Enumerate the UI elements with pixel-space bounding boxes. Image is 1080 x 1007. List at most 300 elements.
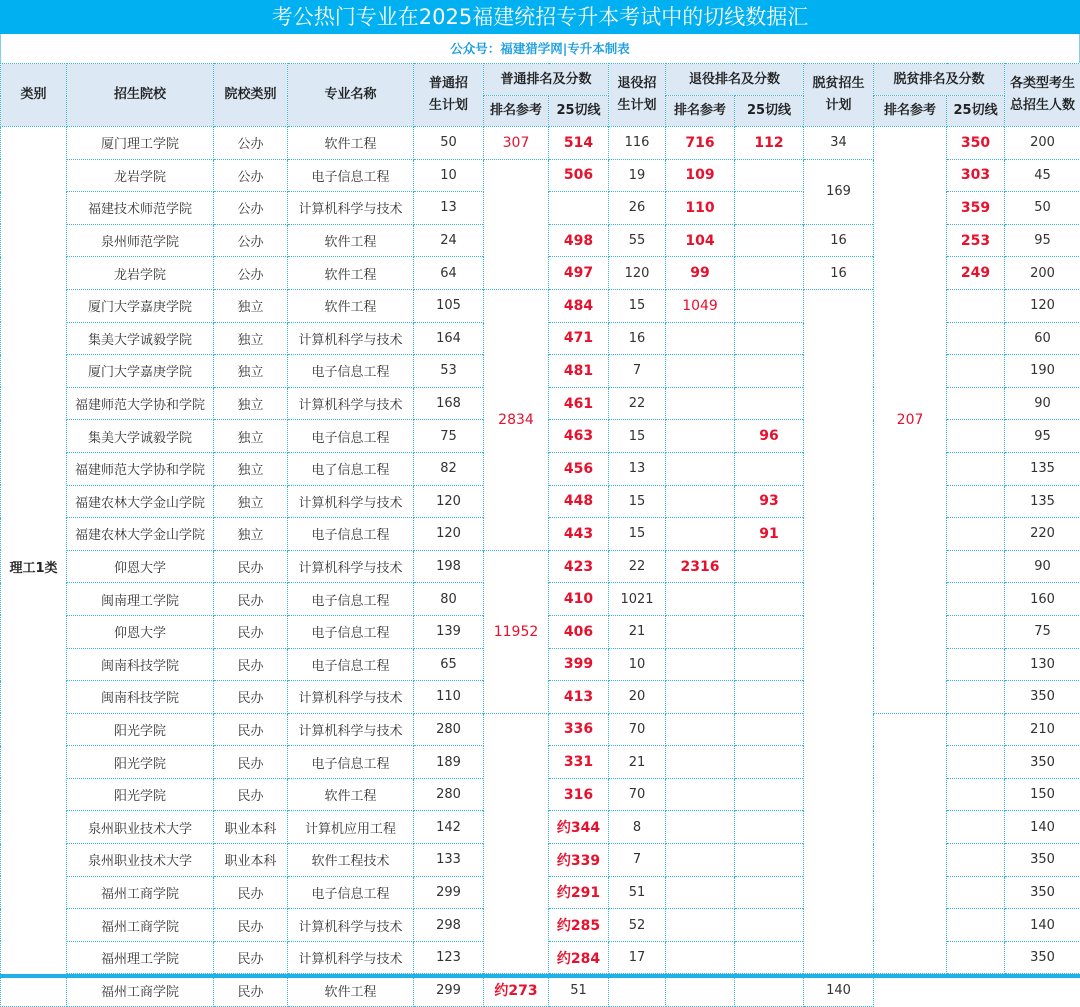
normal-cutoff-cell: 413: [549, 681, 609, 714]
retired-rank-cell: [666, 452, 735, 485]
school-type-cell: 独立: [214, 485, 288, 518]
school-type-cell: 职业本科: [214, 844, 288, 877]
normal-cutoff-cell: 456: [549, 452, 609, 485]
major-cell: 计算机科学与技术: [288, 322, 414, 355]
poverty-cutoff-cell: [947, 713, 1005, 746]
plan-cell: 120: [414, 518, 484, 551]
school-cell: 泉州职业技术大学: [67, 811, 214, 844]
total-cell: 350: [1005, 876, 1080, 909]
school-type-cell: 公办: [214, 224, 288, 257]
retired-plan-cell: 19: [609, 159, 666, 192]
major-cell: 电子信息工程: [288, 615, 414, 648]
poverty-cutoff-cell: [947, 844, 1005, 877]
school-type-cell: 独立: [214, 355, 288, 388]
school-cell: 福建农林大学金山学院: [67, 485, 214, 518]
header-retired-plan: 退役招生计划: [609, 64, 666, 127]
retired-rank-cell: [666, 615, 735, 648]
school-type-cell: 独立: [214, 322, 288, 355]
retired-plan-cell: 15: [609, 289, 666, 322]
poverty-cutoff-cell: [947, 289, 1005, 322]
school-cell: 闽南科技学院: [67, 648, 214, 681]
normal-cutoff-cell: 331: [549, 746, 609, 779]
major-cell: 电子信息工程: [288, 648, 414, 681]
school-cell: 闽南理工学院: [67, 583, 214, 616]
retired-rank-cell: [666, 876, 735, 909]
normal-cutoff-cell: 484: [549, 289, 609, 322]
plan-cell: 120: [414, 485, 484, 518]
plan-cell: 82: [414, 452, 484, 485]
poverty-cutoff-cell: [947, 355, 1005, 388]
retired-rank-cell: 110: [666, 192, 735, 225]
retired-plan-cell: 16: [609, 322, 666, 355]
total-cell: 160: [1005, 583, 1080, 616]
major-cell: 电子信息工程: [288, 583, 414, 616]
cutoff-table: [0, 63, 1080, 1007]
total-cell: 135: [1005, 485, 1080, 518]
retired-rank-cell: [666, 681, 735, 714]
major-cell: 计算机科学与技术: [288, 192, 414, 225]
plan-cell: 299: [414, 876, 484, 909]
retired-cutoff-cell: [735, 192, 804, 225]
major-cell: 计算机科学与技术: [288, 941, 414, 974]
header-poverty-cutoff: 25切线: [947, 96, 1005, 127]
retired-cutoff-cell: [735, 648, 804, 681]
total-cell: 140: [1005, 909, 1080, 942]
header-normal-cutoff: 25切线: [549, 96, 609, 127]
poverty-plan-cell: 169: [804, 159, 874, 224]
table-row: [1, 974, 1080, 1007]
school-type-cell: 公办: [214, 127, 288, 160]
retired-plan-cell: 70: [609, 778, 666, 811]
total-cell: 90: [1005, 387, 1080, 420]
category-cell: 理工1类: [1, 127, 67, 1007]
total-cell: 350: [1005, 844, 1080, 877]
major-cell: 软件工程: [288, 289, 414, 322]
normal-cutoff-cell: 316: [549, 778, 609, 811]
retired-plan-cell: 52: [609, 909, 666, 942]
school-cell: 闽南科技学院: [67, 681, 214, 714]
major-cell: 软件工程: [288, 257, 414, 290]
retired-cutoff-cell: 93: [735, 485, 804, 518]
school-type-cell: 民办: [214, 583, 288, 616]
retired-cutoff-cell: [735, 811, 804, 844]
header-school-type: 院校类别: [214, 64, 288, 127]
retired-plan-cell: 7: [609, 355, 666, 388]
school-type-cell: 独立: [214, 289, 288, 322]
school-cell: 福建农林大学金山学院: [67, 518, 214, 551]
normal-cutoff-cell: 约339: [549, 844, 609, 877]
plan-cell: 168: [414, 387, 484, 420]
total-cell: 140: [1005, 811, 1080, 844]
plan-cell: 105: [414, 289, 484, 322]
retired-rank-cell: [666, 941, 735, 974]
total-cell: 140: [804, 974, 874, 1007]
plan-cell: 53: [414, 355, 484, 388]
retired-cutoff-cell: [735, 844, 804, 877]
retired-rank-cell: [666, 518, 735, 551]
retired-plan-cell: 13: [609, 452, 666, 485]
retired-plan-cell: 22: [609, 550, 666, 583]
retired-plan-cell: 55: [609, 224, 666, 257]
major-cell: 电子信息工程: [288, 518, 414, 551]
retired-cutoff-cell: 91: [735, 518, 804, 551]
school-type-cell: 民办: [214, 876, 288, 909]
retired-plan-cell: 22: [609, 387, 666, 420]
major-cell: 计算机科学与技术: [288, 713, 414, 746]
total-cell: 190: [1005, 355, 1080, 388]
school-cell: 福州理工学院: [67, 941, 214, 974]
total-cell: 130: [1005, 648, 1080, 681]
total-cell: 50: [1005, 192, 1080, 225]
retired-cutoff-cell: [735, 224, 804, 257]
poverty-cutoff-cell: [947, 811, 1005, 844]
retired-plan-cell: 116: [609, 127, 666, 160]
retired-rank-cell: 104: [666, 224, 735, 257]
header-school: 招生院校: [67, 64, 214, 127]
major-cell: 计算机科学与技术: [288, 550, 414, 583]
plan-cell: 75: [414, 420, 484, 453]
poverty-cutoff-cell: [947, 550, 1005, 583]
retired-cutoff-cell: [735, 876, 804, 909]
normal-rank-cell: [484, 159, 549, 289]
retired-plan-cell: 15: [609, 518, 666, 551]
poverty-cutoff-cell: [947, 583, 1005, 616]
retired-rank-cell: [666, 778, 735, 811]
school-cell: 泉州职业技术大学: [67, 844, 214, 877]
total-cell: 60: [1005, 322, 1080, 355]
normal-rank-cell: 2834: [484, 289, 549, 550]
normal-cutoff-cell: 336: [549, 713, 609, 746]
header-category: 类别: [1, 64, 67, 127]
retired-plan-cell: 120: [609, 257, 666, 290]
plan-cell: 189: [414, 746, 484, 779]
plan-cell: 110: [414, 681, 484, 714]
retired-plan-cell: 7: [609, 844, 666, 877]
poverty-plan-cell: [804, 289, 874, 973]
retired-plan-cell: 51: [609, 876, 666, 909]
school-cell: 龙岩学院: [67, 159, 214, 192]
poverty-cutoff-cell: [735, 974, 804, 1007]
total-cell: 90: [1005, 550, 1080, 583]
header-normal-group: 普通排名及分数: [484, 64, 609, 96]
retired-rank-cell: 1049: [666, 289, 735, 322]
normal-rank-cell: 307: [484, 127, 549, 160]
header-plan: 普通招生计划: [414, 64, 484, 127]
poverty-rank-cell: [874, 713, 947, 974]
total-cell: 45: [1005, 159, 1080, 192]
retired-cutoff-cell: [735, 681, 804, 714]
school-cell: 厦门理工学院: [67, 127, 214, 160]
retired-rank-cell: [666, 648, 735, 681]
table-row: [1, 713, 1080, 746]
retired-plan-cell: 10: [609, 648, 666, 681]
school-type-cell: 民办: [214, 974, 288, 1007]
poverty-cutoff-cell: 303: [947, 159, 1005, 192]
retired-cutoff-cell: [735, 159, 804, 192]
school-cell: 福州工商学院: [67, 876, 214, 909]
school-cell: 阳光学院: [67, 778, 214, 811]
school-type-cell: 独立: [214, 518, 288, 551]
normal-rank-cell: 11952: [484, 550, 549, 713]
school-cell: 福建师范大学协和学院: [67, 387, 214, 420]
retired-cutoff-cell: [666, 974, 735, 1007]
school-cell: 福州工商学院: [67, 974, 214, 1007]
retired-cutoff-cell: 96: [735, 420, 804, 453]
plan-cell: 123: [414, 941, 484, 974]
retired-rank-cell: [666, 387, 735, 420]
retired-cutoff-cell: [735, 941, 804, 974]
poverty-plan-cell: 34: [804, 127, 874, 160]
school-cell: 福州工商学院: [67, 909, 214, 942]
normal-cutoff-cell: 约284: [549, 941, 609, 974]
school-type-cell: 民办: [214, 746, 288, 779]
major-cell: 电子信息工程: [288, 746, 414, 779]
school-type-cell: 职业本科: [214, 811, 288, 844]
retired-rank-cell: 716: [666, 127, 735, 160]
total-cell: 210: [1005, 713, 1080, 746]
school-cell: 阳光学院: [67, 713, 214, 746]
major-cell: 电了信息工程: [288, 452, 414, 485]
school-cell: 阳光学院: [67, 746, 214, 779]
major-cell: 软件工程技术: [288, 844, 414, 877]
poverty-cutoff-cell: [947, 322, 1005, 355]
school-type-cell: 公办: [214, 192, 288, 225]
header-normal-rank: 排名参考: [484, 96, 549, 127]
retired-rank-cell: [666, 583, 735, 616]
major-cell: 电子信息工程: [288, 355, 414, 388]
total-cell: 95: [1005, 224, 1080, 257]
plan-cell: 142: [414, 811, 484, 844]
school-cell: 厦门大学嘉庚学院: [67, 355, 214, 388]
header-poverty-plan: 脱贫招生计划: [804, 64, 874, 127]
retired-rank-cell: [666, 713, 735, 746]
normal-cutoff-cell: 423: [549, 550, 609, 583]
retired-rank-cell: 99: [666, 257, 735, 290]
header-poverty-group: 脱贫排名及分数: [874, 64, 1005, 96]
retired-cutoff-cell: [735, 289, 804, 322]
retired-plan-cell: 70: [609, 713, 666, 746]
retired-rank-cell: 2316: [666, 550, 735, 583]
total-cell: 350: [1005, 941, 1080, 974]
total-cell: 150: [1005, 778, 1080, 811]
retired-rank-cell: [666, 355, 735, 388]
retired-rank-cell: [609, 974, 666, 1007]
poverty-cutoff-cell: [947, 387, 1005, 420]
retired-cutoff-cell: [735, 257, 804, 290]
school-type-cell: 民办: [214, 713, 288, 746]
normal-cutoff-cell: 约273: [484, 974, 549, 1007]
normal-cutoff-cell: [549, 192, 609, 225]
total-cell: 120: [1005, 289, 1080, 322]
school-cell: 泉州师范学院: [67, 224, 214, 257]
school-type-cell: 民办: [214, 778, 288, 811]
school-type-cell: 独立: [214, 452, 288, 485]
table-row: [1, 127, 1080, 160]
school-type-cell: 民办: [214, 909, 288, 942]
retired-cutoff-cell: [735, 452, 804, 485]
poverty-cutoff-cell: 350: [947, 127, 1005, 160]
normal-cutoff-cell: 406: [549, 615, 609, 648]
poverty-cutoff-cell: [947, 420, 1005, 453]
poverty-plan-cell: 16: [804, 257, 874, 290]
school-type-cell: 公办: [214, 159, 288, 192]
retired-cutoff-cell: [735, 909, 804, 942]
normal-cutoff-cell: 410: [549, 583, 609, 616]
normal-cutoff-cell: 463: [549, 420, 609, 453]
retired-cutoff-cell: [735, 778, 804, 811]
poverty-cutoff-cell: [947, 681, 1005, 714]
school-type-cell: 民办: [214, 648, 288, 681]
poverty-cutoff-cell: [947, 648, 1005, 681]
total-cell: 350: [1005, 746, 1080, 779]
poverty-plan-cell: 16: [804, 224, 874, 257]
plan-cell: 80: [414, 583, 484, 616]
page-title: 考公热门专业在2025福建统招专升本考试中的切线数据汇: [0, 0, 1080, 34]
school-cell: 龙岩学院: [67, 257, 214, 290]
bottom-bar: [0, 974, 1080, 978]
school-cell: 福建技术师范学院: [67, 192, 214, 225]
retired-rank-cell: [666, 322, 735, 355]
retired-plan-cell: 20: [609, 681, 666, 714]
total-cell: 200: [1005, 127, 1080, 160]
total-cell: 135: [1005, 452, 1080, 485]
plan-cell: 64: [414, 257, 484, 290]
normal-cutoff-cell: 461: [549, 387, 609, 420]
plan-cell: 65: [414, 648, 484, 681]
poverty-cutoff-cell: [947, 876, 1005, 909]
school-cell: 仰恩大学: [67, 550, 214, 583]
header-retired-rank: 排名参考: [666, 96, 735, 127]
retired-cutoff-cell: [735, 746, 804, 779]
retired-plan-cell: 17: [609, 941, 666, 974]
school-cell: 集美大学诚毅学院: [67, 322, 214, 355]
retired-cutoff-cell: [735, 615, 804, 648]
retired-rank-cell: [666, 811, 735, 844]
poverty-cutoff-cell: 253: [947, 224, 1005, 257]
school-cell: 集美大学诚毅学院: [67, 420, 214, 453]
normal-cutoff-cell: 约285: [549, 909, 609, 942]
poverty-cutoff-cell: [947, 941, 1005, 974]
retired-cutoff-cell: [735, 355, 804, 388]
poverty-cutoff-cell: [947, 909, 1005, 942]
plan-cell: 198: [414, 550, 484, 583]
retired-plan-cell: 15: [609, 485, 666, 518]
poverty-cutoff-cell: 359: [947, 192, 1005, 225]
retired-rank-cell: [666, 485, 735, 518]
poverty-cutoff-cell: [947, 518, 1005, 551]
subtitle: 公众号：福建猎学网|专升本制表: [0, 34, 1080, 63]
poverty-cutoff-cell: [947, 615, 1005, 648]
plan-cell: 299: [414, 974, 484, 1007]
normal-rank-cell: [484, 713, 549, 974]
plan-cell: 50: [414, 127, 484, 160]
retired-rank-cell: [666, 844, 735, 877]
header-retired-group: 退役排名及分数: [666, 64, 804, 96]
normal-cutoff-cell: 481: [549, 355, 609, 388]
retired-cutoff-cell: [735, 550, 804, 583]
normal-cutoff-cell: 497: [549, 257, 609, 290]
plan-cell: 10: [414, 159, 484, 192]
header-poverty-rank: 排名参考: [874, 96, 947, 127]
poverty-rank-cell: 207: [874, 127, 947, 714]
normal-cutoff-cell: 443: [549, 518, 609, 551]
major-cell: 软件工程: [288, 778, 414, 811]
retired-rank-cell: [666, 420, 735, 453]
major-cell: 计算机科学与技术: [288, 681, 414, 714]
plan-cell: 280: [414, 713, 484, 746]
school-type-cell: 民办: [214, 550, 288, 583]
school-type-cell: 民办: [214, 681, 288, 714]
plan-cell: 13: [414, 192, 484, 225]
major-cell: 电子信息工程: [288, 876, 414, 909]
major-cell: 计算机应用工程: [288, 811, 414, 844]
normal-cutoff-cell: 498: [549, 224, 609, 257]
retired-rank-cell: [666, 909, 735, 942]
poverty-cutoff-cell: [947, 485, 1005, 518]
poverty-cutoff-cell: 249: [947, 257, 1005, 290]
header-total: 各类型考生总招生人数: [1005, 64, 1080, 127]
school-type-cell: 公办: [214, 257, 288, 290]
retired-cutoff-cell: [735, 387, 804, 420]
school-type-cell: 民办: [214, 941, 288, 974]
retired-plan-cell: 8: [609, 811, 666, 844]
school-type-cell: 独立: [214, 420, 288, 453]
poverty-cutoff-cell: [947, 452, 1005, 485]
major-cell: 计算机科学与技术: [288, 909, 414, 942]
poverty-cutoff-cell: [947, 746, 1005, 779]
major-cell: 计算机科学与技术: [288, 485, 414, 518]
plan-cell: 280: [414, 778, 484, 811]
school-type-cell: 民办: [214, 615, 288, 648]
total-cell: 220: [1005, 518, 1080, 551]
table-body: [1, 127, 1080, 1007]
plan-cell: 24: [414, 224, 484, 257]
total-cell: 95: [1005, 420, 1080, 453]
poverty-cutoff-cell: [947, 778, 1005, 811]
retired-rank-cell: [666, 746, 735, 779]
retired-plan-cell: 26: [609, 192, 666, 225]
retired-plan-cell: 21: [609, 615, 666, 648]
major-cell: 电子信息工程: [288, 420, 414, 453]
plan-cell: 139: [414, 615, 484, 648]
retired-plan-cell: 1021: [609, 583, 666, 616]
header-major: 专业名称: [288, 64, 414, 127]
plan-cell: 298: [414, 909, 484, 942]
retired-cutoff-cell: [735, 713, 804, 746]
major-cell: 软件工程: [288, 974, 414, 1007]
school-cell: 厦门大学嘉庚学院: [67, 289, 214, 322]
total-cell: 350: [1005, 681, 1080, 714]
total-cell: 75: [1005, 615, 1080, 648]
total-cell: 200: [1005, 257, 1080, 290]
retired-cutoff-cell: [735, 322, 804, 355]
plan-cell: 133: [414, 844, 484, 877]
major-cell: 软件工程: [288, 224, 414, 257]
normal-cutoff-cell: 399: [549, 648, 609, 681]
major-cell: 电子信息工程: [288, 159, 414, 192]
major-cell: 软件工程: [288, 127, 414, 160]
retired-plan-cell: 15: [609, 420, 666, 453]
plan-cell: 164: [414, 322, 484, 355]
retired-plan-cell: 51: [549, 974, 609, 1007]
normal-cutoff-cell: 约344: [549, 811, 609, 844]
retired-rank-cell: 109: [666, 159, 735, 192]
header-retired-cutoff: 25切线: [735, 96, 804, 127]
school-type-cell: 独立: [214, 387, 288, 420]
school-cell: 仰恩大学: [67, 615, 214, 648]
normal-cutoff-cell: 约291: [549, 876, 609, 909]
school-cell: 福建师范大学协和学院: [67, 452, 214, 485]
